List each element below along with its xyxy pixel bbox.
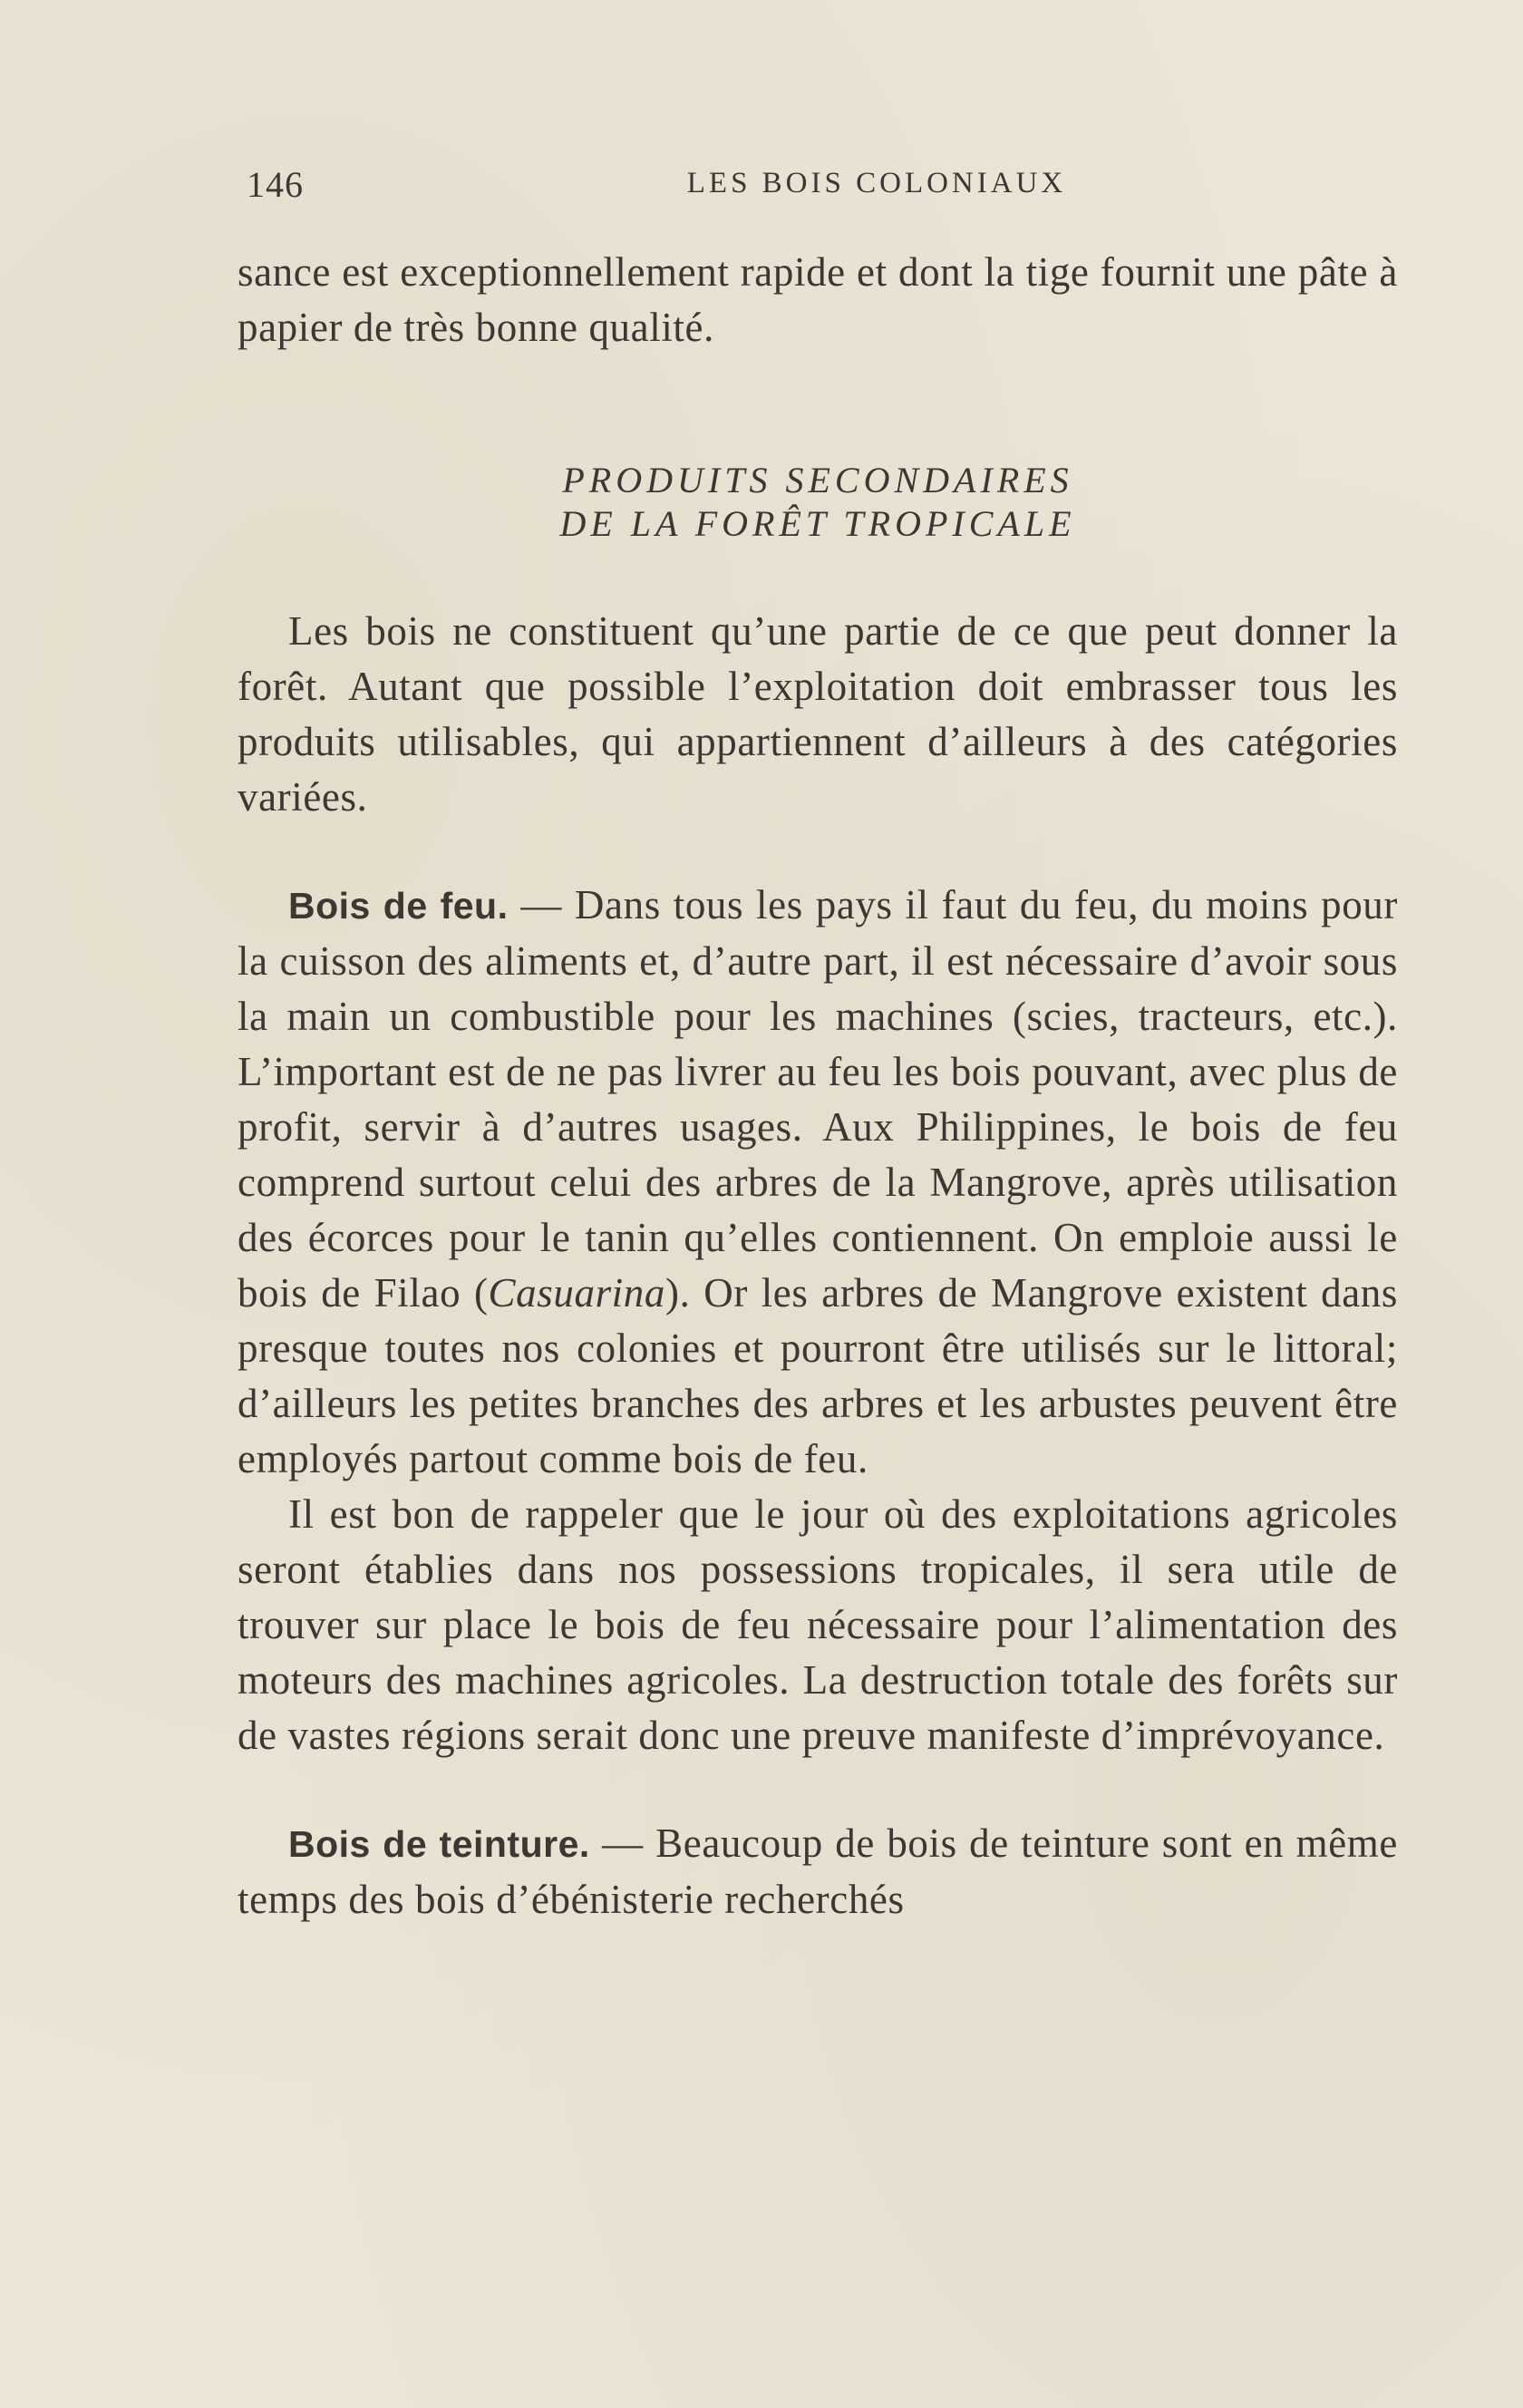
page-header [247,163,1407,218]
running-title: LES BOIS COLONIAUX [686,167,1067,199]
bois-de-feu-paragraph [238,878,1398,1487]
bois-de-feu-paragraph-2: Il est bon de rappeler que le jour où des exploitations agricoles seront établies dans nos possessions tropicales, il sera utile de trouver sur place le bois de feu nécessaire pour l’alimentation des moteurs des machines agricoles. La destruction totale des forêts sur de vastes régions serait donc une preuve manifeste d’imprévoyance. [238,1491,1398,1758]
section-heading-line-2: DE LA FORÊT TROPICALE [559,503,1076,544]
scientific-name: Casuarina [488,1270,665,1316]
bois-de-feu-text-1: — Dans tous les pays il faut du feu, du moins pour la cuisson des aliments et, d’autre part, il est nécessaire d’avoir sous la main un combustible pour les machines (scies, tracteurs, etc.). L’important est de ne pas livrer au feu les bois pouvant, avec plus de profit, servir à d’autres usages. Aux Philippines, le bois de feu comprend surtout celui des arbres de la Mangrove, après utilisation des écorces pour le tanin qu’elles contiennent. On emploie aussi le bois de Filao ( [238,882,1398,1316]
paragraph-gap [238,1763,1398,1816]
section-intro-paragraph: Les bois ne constituent qu’une partie de ce que peut donner la forêt. Autant que possible l’exploitation doit embrasser tous les produits utilisables, qui appartiennent d’ailleurs à des catégories variées. [238,608,1398,820]
page-number: 146 [247,164,304,205]
section-heading-line-1: PRODUITS SECONDAIRES [562,460,1073,500]
paragraph-gap [238,825,1398,878]
page-content [238,245,1398,1927]
bois-de-teinture-lead: Bois de teinture. [288,1823,590,1865]
bois-de-teinture-text: — Beaucoup de bois de teinture sont en même temps des bois d’ébénisterie recherchés [238,1821,1398,1922]
bois-de-teinture-paragraph [238,1816,1398,1927]
bois-de-feu-lead: Bois de feu. [288,885,509,927]
intro-paragraph: sance est exceptionnellement rapide et dont la tige fournit une pâte à papier de très bonne qualité. [238,249,1398,350]
bois-de-feu-text-2: ). Or les arbres de Mangrove existent dans presque toutes nos colonies et pourront être utilisés sur le littoral; d’ailleurs les petites branches des arbres et les arbustes peuvent être employés partout comme bois de feu. [238,1270,1399,1481]
section-heading [238,459,1398,546]
